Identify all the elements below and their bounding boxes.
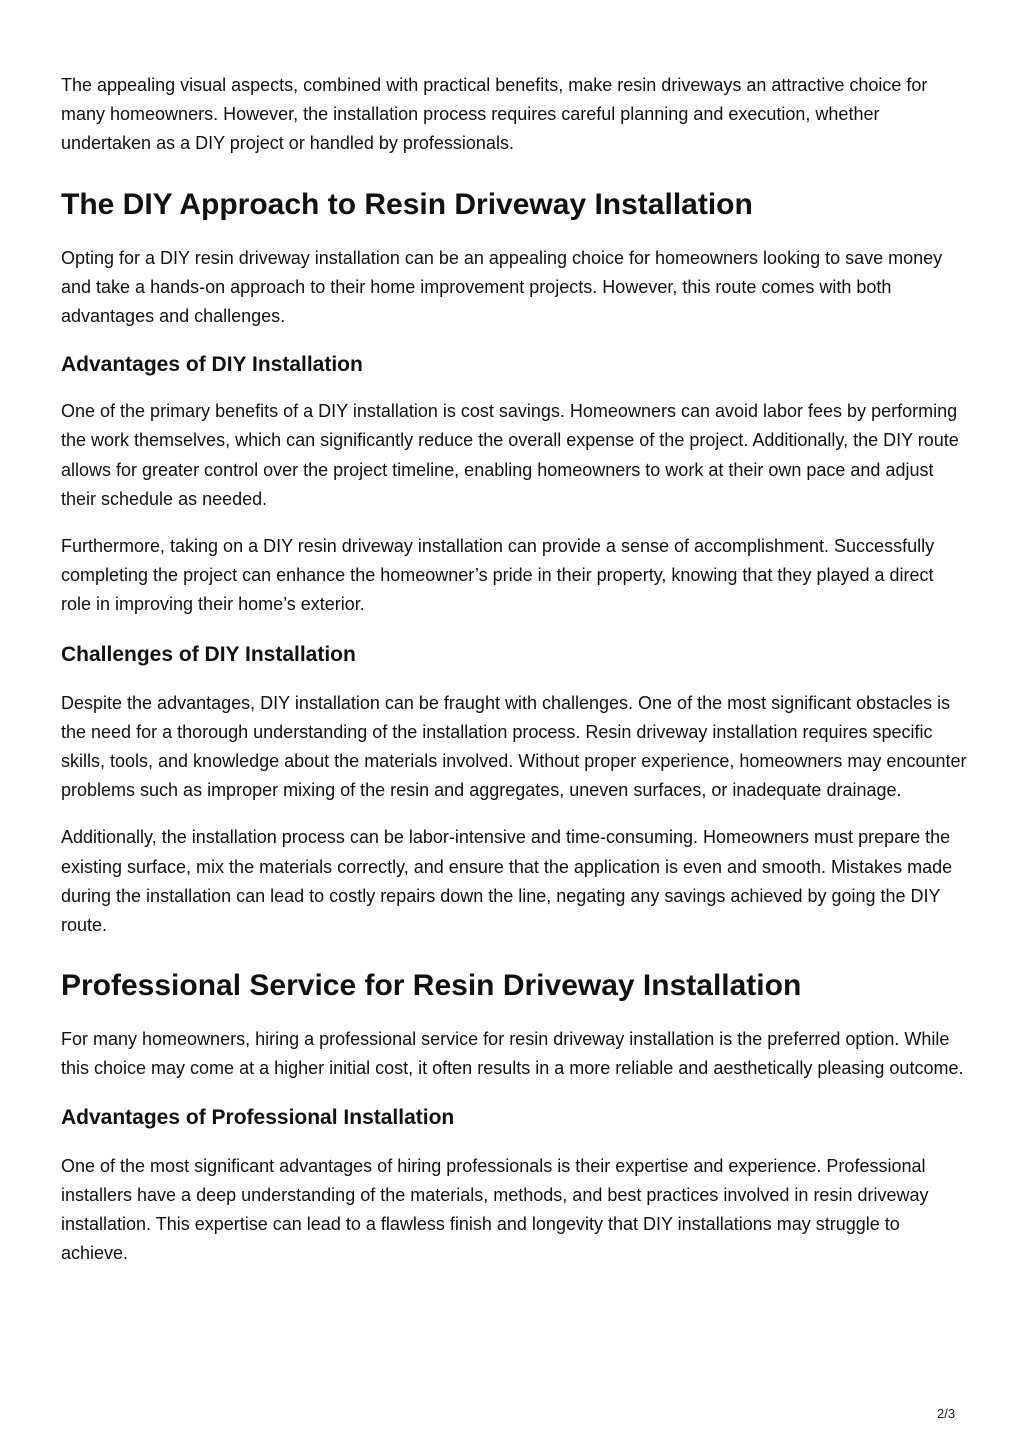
- page-number: 2/3: [937, 1406, 956, 1421]
- diy-advantages-paragraph: One of the primary benefits of a DIY installation is cost savings. Homeowners can avoid labor fees by performing the work themselves, which can significantly reduce the overall expense of the project. Additionally, the DIY route allows for greater control over the project timeline, enabling homeowners to work at their own pace and adjust their schedule as needed.: [61, 401, 959, 509]
- pro-advantages-heading: Advantages of Professional Installation: [61, 1105, 455, 1129]
- diy-challenges-paragraph: Additionally, the installation process can be labor-intensive and time-consuming. Homeowners must prepare the existing surface, mix the materials correctly, and ensure that the application is even and smooth. Mistakes made during the installation can lead to costly repairs down the line, negating any savings achieved by going the DIY route.: [61, 827, 953, 936]
- diy-advantages-heading: Advantages of DIY Installation: [61, 353, 363, 377]
- pro-section-heading: Professional Service for Resin Driveway Installation: [61, 969, 802, 1003]
- diy-section-heading: The DIY Approach to Resin Driveway Installation: [61, 187, 753, 221]
- diy-advantages-paragraph: Furthermore, taking on a DIY resin driveway installation can provide a sense of accomplishment. Successfully completing the project can enhance the homeowner’s pride in their property, knowing that they played a direct role in improving their home’s exterior.: [61, 536, 935, 615]
- diy-challenges-heading: Challenges of DIY Installation: [61, 642, 356, 666]
- intro-paragraph: The appealing visual aspects, combined with practical benefits, make resin driveways an attractive choice for many homeowners. However, the installation process requires careful planning and execution, whether undertaken as a DIY project or handled by professionals.: [61, 75, 928, 154]
- diy-intro-paragraph: Opting for a DIY resin driveway installation can be an appealing choice for homeowners looking to save money and take a hands-on approach to their home improvement projects. However, this route comes with both advantages and challenges.: [61, 247, 943, 327]
- pro-intro-paragraph: For many homeowners, hiring a professional service for resin driveway installation is the preferred option. While this choice may come at a higher initial cost, it often results in a more reliable and aesthetically pleasing outcome.: [61, 1029, 964, 1079]
- diy-challenges-paragraph: Despite the advantages, DIY installation can be fraught with challenges. One of the most significant obstacles is the need for a thorough understanding of the installation process. Resin driveway installation requires specific skills, tools, and knowledge about the materials involved. Without proper experience, homeowners may encounter problems such as improper mixing of the resin and aggregates, uneven surfaces, or inadequate drainage.: [61, 692, 967, 801]
- pro-advantages-paragraph: One of the most significant advantages of hiring professionals is their expertise and experience. Professional installers have a deep understanding of the materials, methods, and best practices involved in resin driveway installation. This expertise can lead to a flawless finish and longevity that DIY installations may struggle to achieve.: [61, 1155, 929, 1264]
- document-page: [61, 71, 967, 1268]
